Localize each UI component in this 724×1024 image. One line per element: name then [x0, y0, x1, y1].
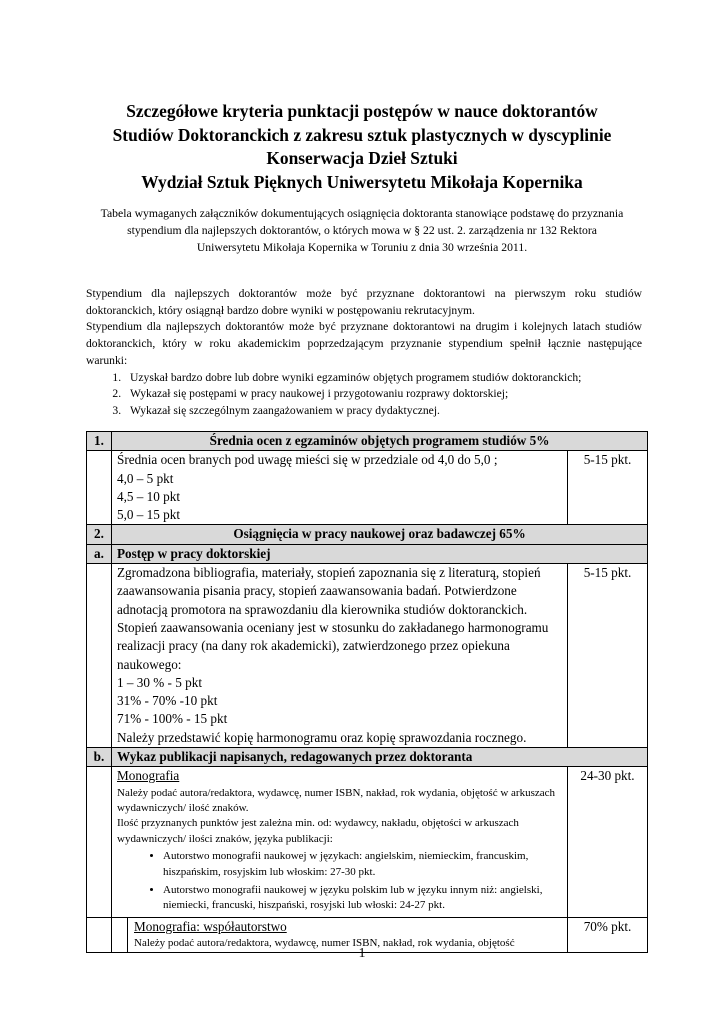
subsection-title: Wykaz publikacji napisanych, redagowanych przez doktoranta [112, 748, 648, 767]
description-line: Należy podać autora/redaktora, wydawcę, numer ISBN, nakład, rok wydania, objętość w arkuszach [117, 786, 556, 799]
subsection-letter: a. [87, 544, 112, 563]
condition-item: 3. Wykazał się szczególnym zaangażowaniem w pracy dydaktycznej. [124, 403, 642, 420]
description-line: 5,0 – 15 pkt [117, 507, 181, 523]
description-line: Stopień zaawansowania oceniany jest w stosunku do zakładanego harmonogramu [117, 619, 549, 635]
criteria-row [87, 767, 648, 918]
title-line: Konserwacja Dzieł Sztuki [266, 148, 458, 168]
subsection-title: Postęp w pracy doktorskiej [112, 544, 648, 563]
subsection-header-row [87, 544, 648, 563]
points-cell: 5-15 pkt. [568, 451, 648, 525]
criteria-description [112, 451, 568, 525]
description-line: 1 – 30 % - 5 pkt [117, 674, 202, 690]
description-line: realizacji pracy (na dany rok akademicki), zatwierdzonego przez opiekuna [117, 638, 510, 654]
description-line: 71% - 100% - 15 pkt [117, 711, 228, 727]
description-line: Należy podać autora/redaktora, wydawcę, numer ISBN, nakład, rok wydania, objętość [134, 937, 515, 950]
title-line: Wydział Sztuk Pięknych Uniwersytetu Mikołaja Kopernika [141, 171, 583, 192]
title-line: Studiów Doktoranckich z zakresu sztuk plastycznych w dyscyplinie [112, 124, 612, 145]
points-cell: 70% pkt. [568, 917, 648, 952]
condition-item: 1. Uzyskał bardzo dobre lub dobre wyniki egzaminów objętych programem studiów doktoranckich; [124, 370, 642, 387]
subsection-letter: b. [87, 748, 112, 767]
empty-cell [87, 451, 112, 525]
description-line: Zgromadzona bibliografia, materiały, stopień zapoznania się z literaturą, stopień [117, 565, 541, 581]
subtitle-line: Uniwersytetu Mikołaja Kopernika w Toruniu z dnia 30 września 2011. [196, 240, 528, 254]
description-line: Średnia ocen branych pod uwagę mieści się w przedziale od 4,0 do 5,0 ; [117, 452, 498, 468]
monograph-heading: Monografia [117, 768, 180, 784]
criteria-description [112, 767, 568, 918]
empty-cell [87, 564, 112, 748]
criteria-row [87, 564, 648, 748]
title-line: Szczegółowe kryteria punktacji postępów w nauce doktorantów [126, 101, 598, 121]
monograph-bullets [117, 849, 562, 914]
subsection-header-row [87, 748, 648, 767]
subtitle-line: stypendium dla najlepszych doktorantów, o których mowa w § 22 ust. 2. zarządzenia nr 132 Rektora [127, 223, 597, 237]
description-line: 4,0 – 5 pkt [117, 470, 174, 486]
bullet-item [163, 849, 562, 880]
document-subtitle [70, 206, 654, 256]
criteria-table [86, 431, 648, 953]
section-number: 1. [87, 432, 112, 451]
criteria-row [87, 451, 648, 525]
section-title: Średnia ocen z egzaminów objętych programem studiów 5% [112, 432, 648, 451]
points-cell: 5-15 pkt. [568, 564, 648, 748]
points-cell: 24-30 pkt. [568, 767, 648, 918]
bullet-item [163, 883, 562, 914]
bullet-line: • Autorstwo monografii naukowej w języku polskim lub w języku innym niż: angielski, [163, 884, 543, 897]
criteria-description [112, 564, 568, 748]
description-line: naukowego: [117, 656, 182, 672]
section-title: Osiągnięcia w pracy naukowej oraz badawczej 65% [112, 525, 648, 544]
condition-item: 2. Wykazał się postępami w pracy naukowej i przygotowaniu rozprawy doktorskiej; [124, 386, 642, 403]
intro-paragraph: Stypendium dla najlepszych doktorantów może być przyznane doktorantowi na pierwszym roku studiów doktoranckich, który osiągnął bardzo dobre wyniki w postępowaniu rekrutacyjnym. [86, 287, 642, 317]
subtitle-line: Tabela wymaganych załączników dokumentujących osiągnięcia doktoranta stanowiące podstawę do przyznania [100, 207, 624, 220]
page-number: 1 [358, 946, 366, 961]
empty-cell [87, 767, 112, 918]
description-line: Ilość przyznanych punktów jest zależna min. od: wydawcy, nakładu, objętości w arkuszach [117, 817, 519, 830]
intro-paragraph: Stypendium dla najlepszych doktorantów może być przyznane doktorantowi na drugim i kolejnych latach studiów doktoranckich, który w roku akademickim poprzedzającym przyznanie stypendium spełnił łącznie następujące warunki: [86, 320, 642, 367]
description-line: 4,5 – 10 pkt [117, 488, 181, 504]
bullet-line: • Autorstwo monografii naukowej w językach: angielskim, niemieckim, francuskim, [163, 850, 529, 863]
section-header-row [87, 432, 648, 451]
section-number: 2. [87, 525, 112, 544]
description-line: adnotacją promotora na sprawozdaniu dla kierownika studiów doktoranckich. [117, 601, 528, 617]
description-line: 31% - 70% -10 pkt [117, 693, 218, 709]
conditions-list [86, 370, 642, 420]
description-line: wydawniczych/ ilości znaków, języka publikacji: [117, 832, 333, 845]
coauthor-heading: Monografia: współautorstwo [134, 918, 287, 934]
document-title [60, 100, 664, 194]
bullet-line: hiszpańskim, rosyjskim lub włoskim: 27-30 pkt. [163, 865, 376, 878]
description-line: wydawniczych/ ilość znaków. [117, 802, 249, 815]
description-line: zaawansowania pisania pracy, stopień zaawansowania badań. Potwierdzone [117, 583, 517, 599]
intro-text [86, 286, 642, 420]
bullet-line: niemiecki, francuski, hiszpański, rosyjski lub włoski: 24-27 pkt. [163, 899, 445, 912]
section-header-row [87, 525, 648, 544]
description-line: Należy przedstawić kopię harmonogramu oraz kopię sprawozdania rocznego. [117, 729, 527, 745]
